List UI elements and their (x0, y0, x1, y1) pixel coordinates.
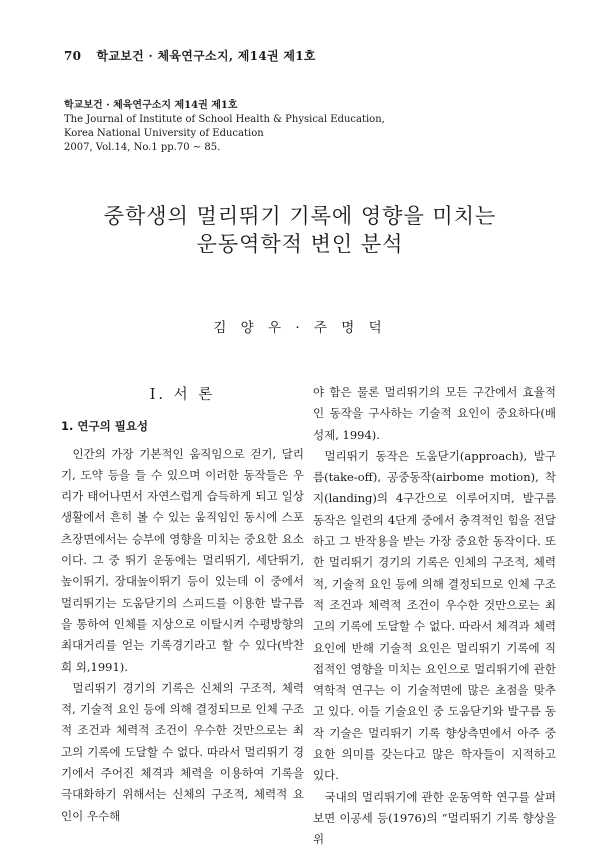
article-title (60, 202, 540, 258)
paragraph: 멀리뛰기 경기의 기록은 신체의 구조적, 체력적, 기술적 요인 등에 의해 결정되므로 인체 구조적 조건과 체력적 조건이 우수한 것만으로는 최고의 기록에 도달할 수 없다. 따라서 멀리뛰기 경기에서 주어진 체격과 체력을 이용하여 기록을 극대화하기 위해서는 신체의 구조적, 체력적 요인이 우수해 (61, 680, 304, 823)
journal-citation: 2007, Vol.14, No.1 pp.70 ~ 85. (64, 142, 221, 153)
paragraph-continuation: 야 함은 물론 멀리뛰기의 모든 구간에서 효율적인 동작을 구사하는 기술적 요인이 중요하다(배성제, 1994). (313, 385, 556, 442)
page-number: 70 (64, 49, 82, 63)
article-authors: 김 양 우 · 주 명 덕 (213, 320, 387, 336)
section-heading: I. 서 론 (149, 387, 216, 403)
subsection-heading: 1. 연구의 필요성 (61, 419, 149, 434)
article-title-line-2: 운동역학적 변인 분석 (196, 232, 404, 256)
running-header (64, 47, 316, 64)
journal-university: Korea National University of Education (64, 128, 264, 139)
journal-short-title: 학교보건 · 체육연구소지, 제14권 제1호 (96, 49, 316, 63)
journal-english-title: The Journal of Institute of School Health & Physical Education, (64, 114, 385, 125)
article-title-line-1: 중학생의 멀리뛰기 기록에 영향을 미치는 (103, 204, 497, 228)
paragraph: 멀리뛰기 동작은 도움닫기(approach), 발구름(take-off), 공중동작(airbome motion), 착지(landing)의 4구간으로 이루어지며, 발구름 동작은 일련의 4단계 중에서 충격적인 힘을 전달하고 그 반작용을 받는 가장 중요한 동작이다. 또한 멀리뛰기 경기의 기록은 인체의 구조적, 체력적, 기술적 요인 등에 의해 결정되므로 인체 구조적 조건과 체력적 조건이 우수한 것만으로는 최고의 기록에 도달할 수 없다. 따라서 체격과 체력요인에 반해 기술적 요인은 멀리뛰기 기록에 직접적인 영향을 미치는 요인으로 멀리뛰기에 관한 역학적 연구는 이 기술적면에 많은 초점을 맞추고 있다. 이들 기술요인 중 도움닫기와 발구름 동작 기술은 멀리뛰기 기록 향상측면에서 아주 중요한 의미를 갖는다고 많은 학자들이 지적하고 있다. (313, 448, 556, 783)
journal-info-block (64, 99, 385, 155)
journal-korean-title: 학교보건 · 체육연구소지 제14권 제1호 (64, 100, 238, 111)
paragraph: 인간의 가장 기본적인 움직임으로 걷기, 달리기, 도약 등을 들 수 있으며 이러한 동작들은 우리가 태어나면서 자연스럽게 습득하게 되고 일상생활에서 흔히 볼 수 있는 움직임인 동시에 스포츠장면에서는 승부에 영향을 미치는 중요한 요소이다. 그 중 뛰기 운동에는 멀리뛰기, 세단뛰기, 높이뛰기, 장대높이뛰기 등이 있는데 이 중에서 멀리뛰기는 도움닫기의 스피드를 이용한 발구름을 통하여 인체를 지상으로 이탈시켜 수평방향의 최대거리를 얻는 기록경기라고 할 수 있다(박찬희 외,1991). (61, 446, 304, 674)
left-column (61, 382, 304, 827)
right-column (313, 382, 556, 851)
paragraph: 국내의 멀리뛰기에 관한 운동역학 연구를 살펴보면 이공세 등(1976)의 “멀리뛰기 기록 향상을 위 (313, 789, 556, 847)
